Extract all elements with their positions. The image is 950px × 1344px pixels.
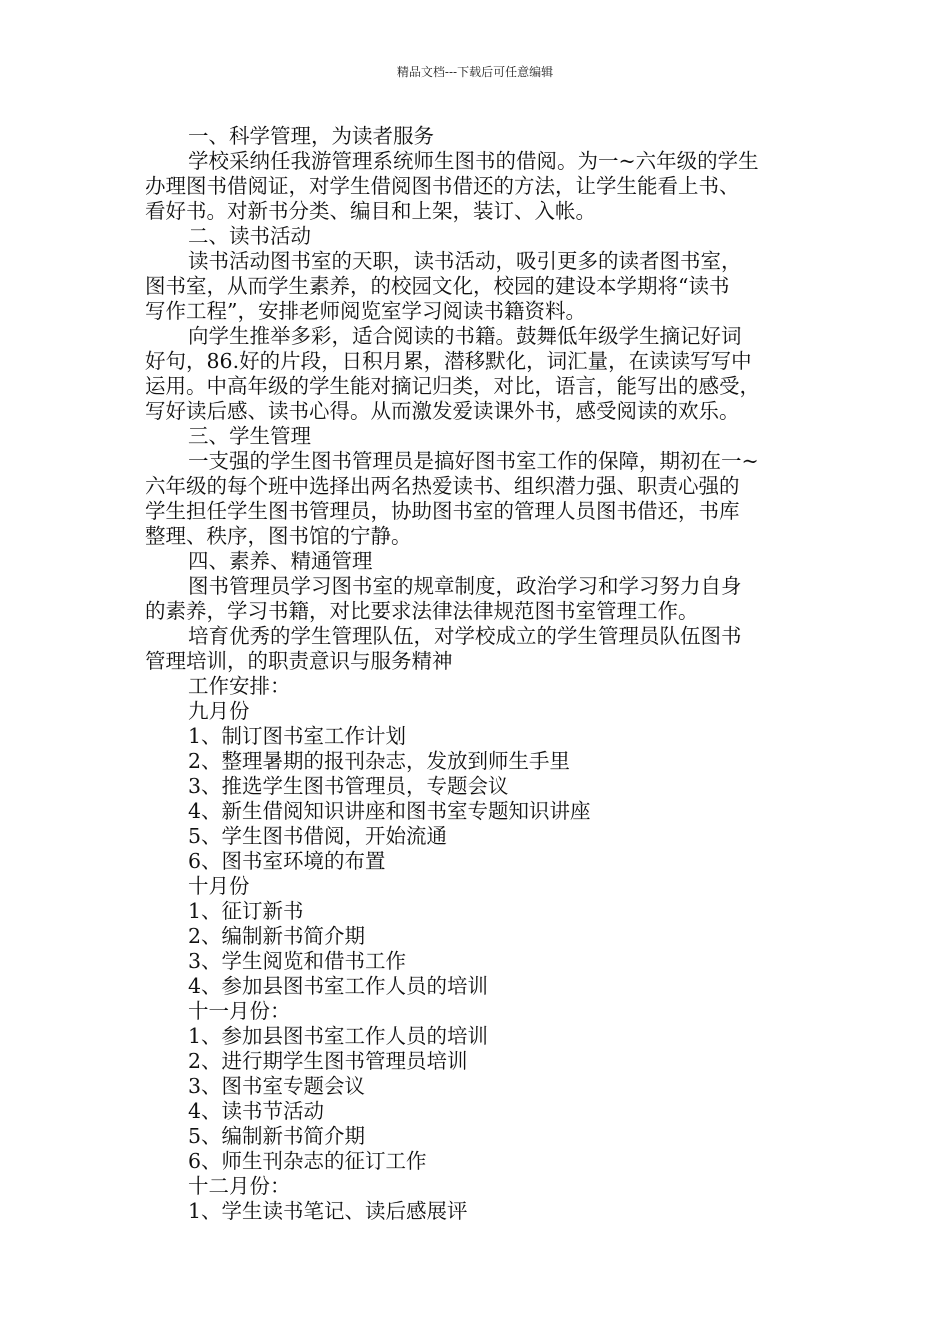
text-line: 一、科学管理，为读者服务 (188, 124, 434, 148)
text-line: 一支强的学生图书管理员是搞好图书室工作的保障，期初在一~ (188, 449, 759, 473)
text-line: 2、进行期学生图书管理员培训 (188, 1049, 468, 1073)
text-line: 4、新生借阅知识讲座和图书室专题知识讲座 (188, 799, 591, 823)
text-line: 图书管理员学习图书室的规章制度，政治学习和学习努力自身 (188, 574, 742, 598)
text-line: 学校采纳任我游管理系统师生图书的借阅。为一~六年级的学生 (188, 149, 759, 173)
text-line: 写好读后感、读书心得。从而激发爱读课外书，感受阅读的欢乐。 (145, 399, 740, 423)
text-line: 3、学生阅览和借书工作 (188, 949, 407, 973)
text-line: 3、推选学生图书管理员，专题会议 (188, 774, 509, 798)
text-line: 2、编制新书简介期 (188, 924, 366, 948)
text-line: 看好书。对新书分类、编目和上架，装订、入帐。 (145, 199, 596, 223)
text-line: 5、编制新书简介期 (188, 1124, 366, 1148)
text-line: 1、征订新书 (188, 899, 304, 923)
document-body (145, 124, 825, 1224)
text-line: 4、参加县图书室工作人员的培训 (188, 974, 489, 998)
text-line: 2、整理暑期的报刊杂志，发放到师生手里 (188, 749, 571, 773)
text-line: 图书室，从而学生素养，的校园文化，校园的建设本学期将“读书 (145, 274, 730, 298)
text-line: 的素养，学习书籍，对比要求法律法律规范图书室管理工作。 (145, 599, 699, 623)
text-line: 6、图书室环境的布置 (188, 849, 386, 873)
text-line: 六年级的每个班中选择出两名热爱读书、组织潜力强、职责心强的 (145, 474, 740, 498)
text-line: 1、参加县图书室工作人员的培训 (188, 1024, 489, 1048)
text-line: 读书活动图书室的天职，读书活动，吸引更多的读者图书室， (188, 249, 742, 273)
text-line: 十一月份： (188, 999, 291, 1023)
text-line: 九月份 (188, 699, 250, 723)
text-line: 十二月份： (188, 1174, 291, 1198)
text-line: 6、师生刊杂志的征订工作 (188, 1149, 427, 1173)
text-line: 十月份 (188, 874, 250, 898)
text-line: 三、学生管理 (188, 424, 311, 448)
text-line: 运用。中高年级的学生能对摘记归类，对比，语言，能写出的感受， (145, 374, 760, 398)
text-line: 培育优秀的学生管理队伍，对学校成立的学生管理员队伍图书 (188, 624, 742, 648)
page-header: 精品文档---下载后可任意编辑 (396, 65, 554, 79)
text-line: 二、读书活动 (188, 224, 311, 248)
text-line: 工作安排： (188, 674, 291, 698)
text-line: 四、素养、精通管理 (188, 549, 373, 573)
text-line: 学生担任学生图书管理员，协助图书室的管理人员图书借还，书库 (145, 499, 740, 523)
text-line: 向学生推举多彩，适合阅读的书籍。鼓舞低年级学生摘记好词 (188, 324, 742, 348)
text-line: 写作工程”，安排老师阅览室学习阅读书籍资料。 (145, 299, 586, 323)
text-line: 5、学生图书借阅，开始流通 (188, 824, 448, 848)
text-line: 3、图书室专题会议 (188, 1074, 366, 1098)
text-line: 4、读书节活动 (188, 1099, 325, 1123)
text-line: 整理、秩序，图书馆的宁静。 (145, 524, 412, 548)
text-line: 管理培训，的职责意识与服务精神 (145, 649, 453, 673)
text-line: 1、学生读书笔记、读后感展评 (188, 1199, 468, 1223)
text-line: 办理图书借阅证，对学生借阅图书借还的方法，让学生能看上书、 (145, 174, 740, 198)
text-line: 1、制订图书室工作计划 (188, 724, 407, 748)
text-line: 好句，86.好的片段，日积月累，潜移默化，词汇量，在读读写写中 (145, 349, 752, 373)
